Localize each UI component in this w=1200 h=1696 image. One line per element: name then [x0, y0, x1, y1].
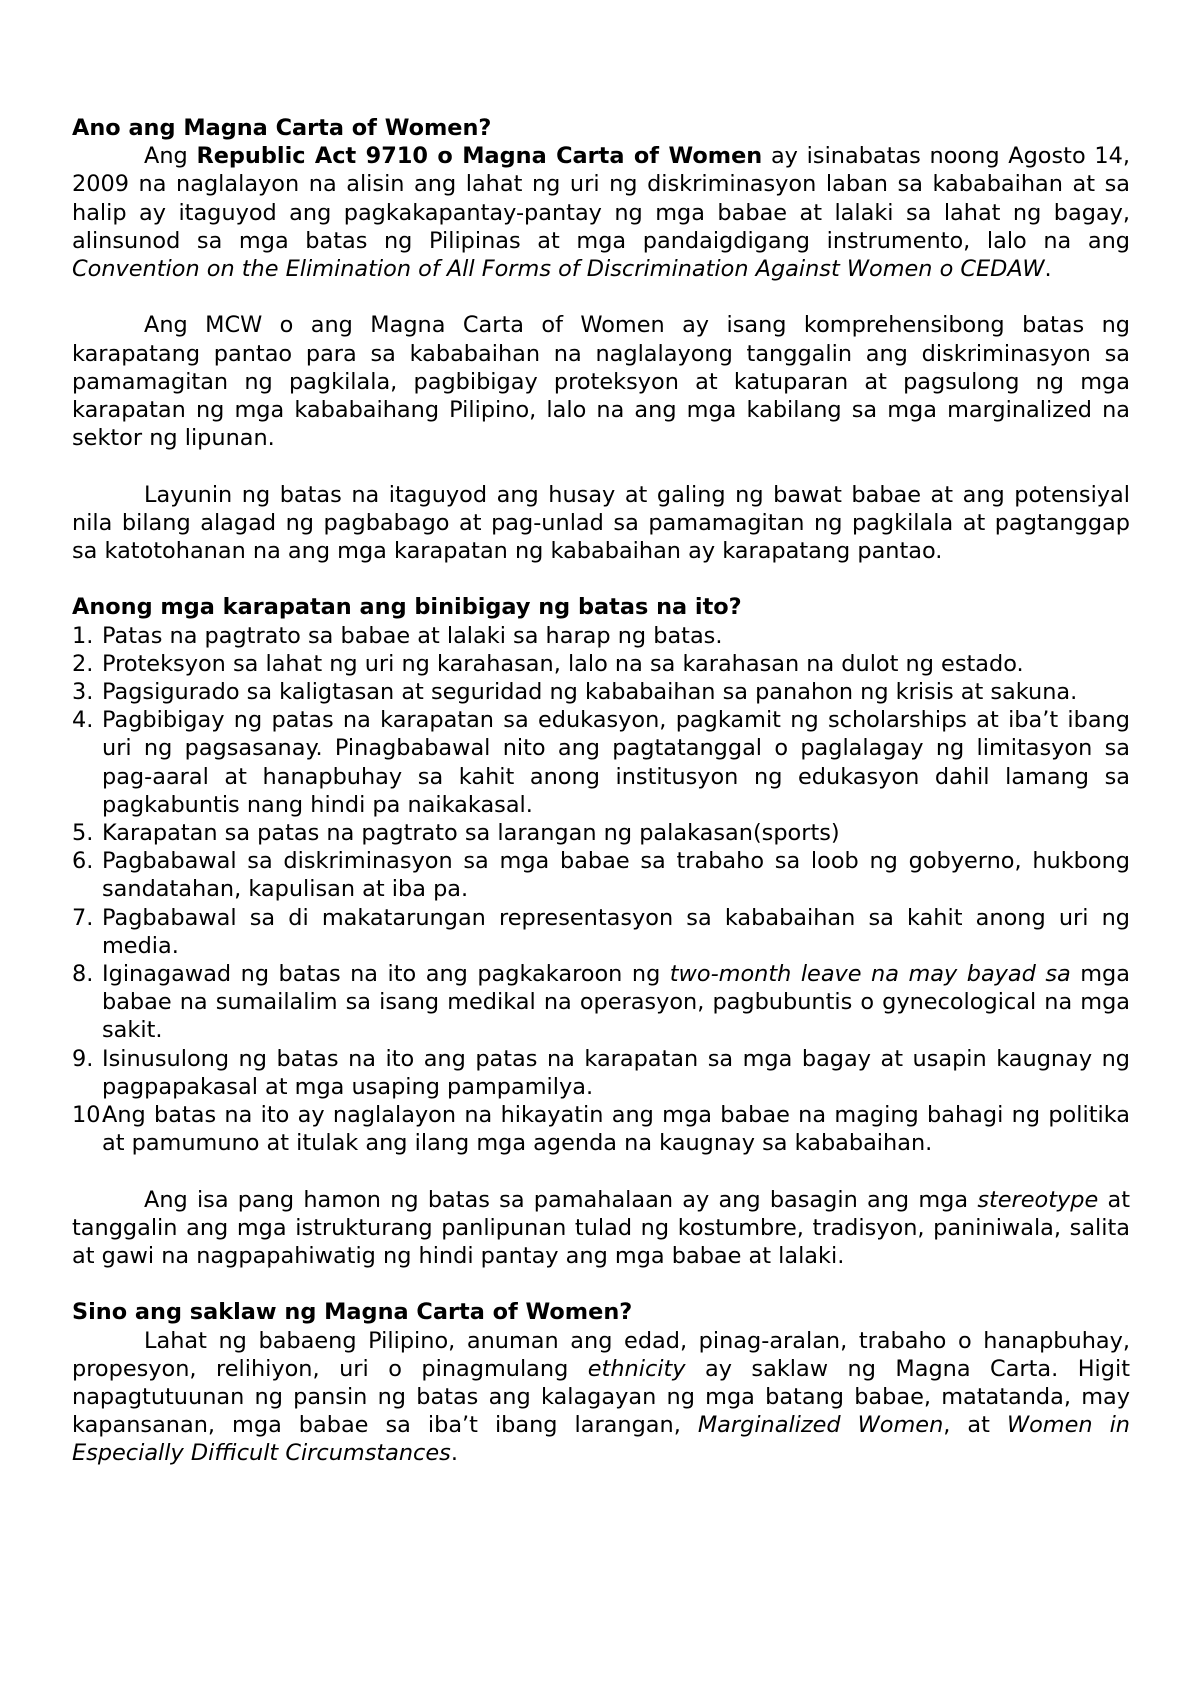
list-item — [72, 706, 1130, 819]
heading-sino-ang-saklaw: Sino ang saklaw ng Magna Carta of Women? — [72, 1299, 633, 1326]
paragraph-layunin: Layunin ng batas na itaguyod ang husay at galing ng bawat babae at ang potensiyal nila bilang alagad ng pagbabago at pag-unlad sa pamamagitan ng pagkilala at pagtanggap sa katotohanan na ang mga karapatan ng kababaihan ay karapatang pantao. — [72, 481, 1130, 565]
list-item-text: Pagbabawal sa diskriminasyon sa mga babae sa trabaho sa loob ng gobyerno, hukbong sandatahan, kapulisan at iba pa. — [102, 848, 1130, 903]
p5-text-2: ay saklaw ng Magna Carta. Higit napagtutuunan ng pansin ng batas ang kalagayan ng mga batang babae, matatanda, may kapansanan, mga babae sa iba’t ibang larangan, — [72, 1355, 1130, 1439]
list-number: 10. — [72, 1102, 108, 1129]
list-item-text-before: Iginagawad ng batas na ito ang pagkakaroon ng — [102, 961, 670, 988]
p4-text-1: Ang isa pang hamon ng batas sa pamahalaan ay ang basagin ang mga — [144, 1186, 978, 1213]
list-number: 1. — [72, 622, 94, 649]
list-item-text: Pagbibigay ng patas na karapatan sa edukasyon, pagkamit ng scholarships at iba’t ibang uri ng pagsasanay. Pinagbabawal nito ang pagtatanggal o paglalagay ng limitasyon sa pag-aaral at hanapbuhay sa kahit anong institusyon ng edukasyon dahil lamang sa pagkabuntis nang hindi pa naikakasal. — [102, 707, 1130, 818]
p5-italic-ethnicity: ethnicity — [587, 1355, 686, 1382]
list-item — [72, 960, 1130, 1045]
p1-italic-cedaw: Convention on the Elimination of All Forms of Discrimination Against Women o CEDAW — [72, 256, 1045, 283]
heading-anong-mga-karapatan: Anong mga karapatan ang binibigay ng batas na ito? — [72, 594, 742, 621]
spacer — [72, 283, 1130, 311]
list-item — [72, 847, 1130, 903]
heading-ano-ang-magna-carta: Ano ang Magna Carta of Women? — [72, 115, 492, 141]
list-item — [72, 678, 1130, 706]
p4-text-2: at tanggalin ang mga istrukturang panlipunan tulad ng kostumbre, tradisyon, paniniwala, salita at gawi na nagpapahiwatig ng hindi pantay ang mga babae at lalaki. — [72, 1186, 1130, 1270]
list-number: 2. — [72, 650, 94, 677]
list-number: 9. — [72, 1045, 94, 1072]
spacer — [72, 1157, 1130, 1185]
paragraph-mcw-definition: Ang MCW o ang Magna Carta of Women ay isang komprehensibong batas ng karapatang pantao para sa kababaihan na naglalayong tanggalin ang diskriminasyon sa pamamagitan ng pagkilala, pagbibigay proteksyon at katuparan at pagsulong ng mga karapatan ng mga kababaihang Pilipino, lalo na ang mga kabilang sa mga marginalized na sektor ng lipunan. — [72, 312, 1130, 452]
document-page — [72, 114, 1130, 1468]
list-item — [72, 650, 1130, 678]
list-item — [72, 1045, 1130, 1101]
paragraph-republic-act — [72, 142, 1130, 283]
list-item-text-after: mga babae na sumailalim sa isang medikal na operasyon, pagbubuntis o gynecological na mga sakit. — [102, 961, 1130, 1044]
spacer — [72, 565, 1130, 593]
p5-text-3: , at — [943, 1412, 1007, 1439]
paragraph-hamon — [72, 1186, 1130, 1271]
list-item-text: Isinusulong ng batas na ito ang patas na karapatan sa mga bagay at usapin kaugnay ng pagpapakasal at mga usaping pampamilya. — [102, 1045, 1130, 1100]
rights-list — [72, 622, 1130, 1158]
p1-text-2: ay isinabatas noong Agosto 14, 2009 na naglalayon na alisin ang lahat ng uri ng diskriminasyon laban sa kababaihan at sa halip ay itaguyod ang pagkakapantay-pantay ng mga babae at lalaki sa lahat ng bagay, alinsunod sa mga batas ng Pilipinas at mga pandaigdigang instrumento, lalo na ang — [72, 143, 1131, 254]
list-number: 8. — [72, 961, 94, 988]
list-item — [72, 1101, 1130, 1157]
list-number: 7. — [72, 904, 94, 931]
list-item — [72, 904, 1130, 960]
list-item-text: Pagbabawal sa di makatarungan representasyon sa kababaihan sa kahit anong uri ng media. — [102, 904, 1130, 959]
p5-italic-women-difficult: Women in Especially Difficult Circumstances — [72, 1412, 1131, 1467]
list-item-text-italic: two-month leave na may bayad sa — [669, 961, 1071, 988]
list-item-text: Ang batas na ito ay naglalayon na hikayatin ang mga babae na maging bahagi ng politika at pamumuno at itulak ang ilang mga agenda na kaugnay sa kababaihan. — [102, 1102, 1130, 1157]
list-item — [72, 622, 1130, 650]
p4-italic-stereotype: stereotype — [977, 1186, 1099, 1213]
list-item — [72, 819, 1130, 847]
list-number: 3. — [72, 679, 94, 706]
list-item-text: Karapatan sa patas na pagtrato sa larangan ng palakasan(sports) — [102, 820, 840, 847]
p1-text-1: Ang — [144, 143, 197, 170]
list-number: 5. — [72, 820, 94, 847]
p5-text-4: . — [450, 1440, 458, 1467]
spacer — [72, 452, 1130, 480]
p1-text-3: . — [1044, 256, 1052, 283]
spacer — [72, 1270, 1130, 1298]
p5-text-1: Lahat ng babaeng Pilipino, anuman ang edad, pinag-aralan, trabaho o hanapbuhay, propesyon, relihiyon, uri o pinagmulang — [72, 1327, 1130, 1382]
list-item-text: Proteksyon sa lahat ng uri ng karahasan, lalo na sa karahasan na dulot ng estado. — [102, 650, 1024, 677]
p1-bold-ra9710: Republic Act 9710 o Magna Carta of Women — [196, 143, 763, 170]
list-number: 4. — [72, 707, 94, 734]
p5-italic-marginalized-women: Marginalized Women — [697, 1412, 944, 1439]
list-item-text: Pagsigurado sa kaligtasan at seguridad ng kababaihan sa panahon ng krisis at sakuna. — [102, 679, 1078, 706]
list-item-text: Patas na pagtrato sa babae at lalaki sa harap ng batas. — [102, 622, 723, 649]
list-number: 6. — [72, 848, 94, 875]
paragraph-saklaw — [72, 1327, 1130, 1468]
